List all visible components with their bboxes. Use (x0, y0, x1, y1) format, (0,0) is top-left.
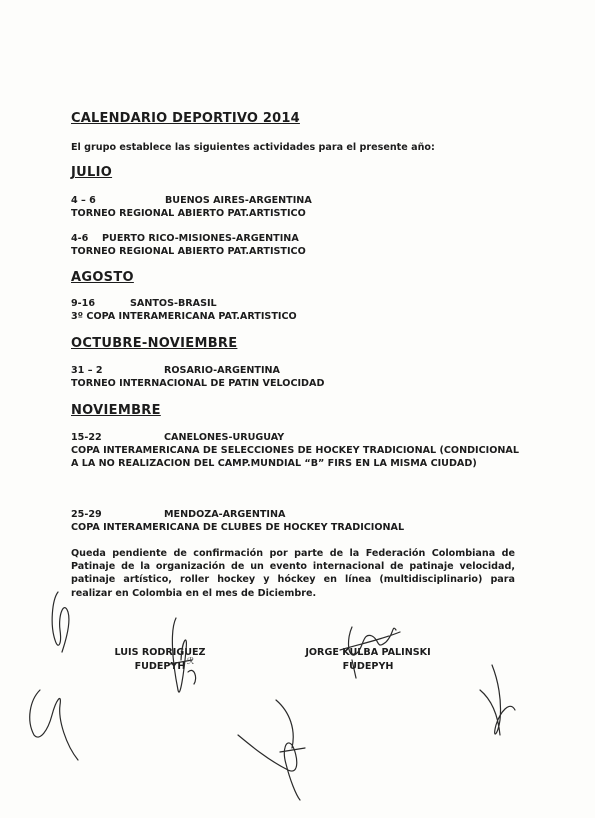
event-item (71, 232, 306, 258)
month-heading-agosto: AGOSTO (71, 270, 134, 285)
month-heading-octubre-noviembre: OCTUBRE-NOVIEMBRE (71, 336, 238, 351)
event-dates: 4-6 (71, 233, 89, 244)
signatory-org: FUDEPYH (342, 661, 394, 672)
event-dates: 15-22 (71, 432, 102, 443)
handwritten-initial: ℛ (187, 657, 195, 667)
signature-stroke-lower-center (238, 700, 305, 800)
event-dates: 25-29 (71, 509, 102, 520)
signature-block-right (293, 646, 443, 674)
event-place: PUERTO RICO-MISIONES-ARGENTINA (102, 233, 299, 244)
event-place: ROSARIO-ARGENTINA (164, 365, 280, 376)
event-item (71, 508, 404, 534)
event-item (71, 364, 324, 390)
event-description: TORNEO REGIONAL ABIERTO PAT.ARTISTICO (71, 208, 306, 220)
signature-stroke-left-margin (52, 592, 69, 652)
signature-stroke-left-lower (30, 690, 78, 760)
event-dates: 31 – 2 (71, 365, 103, 376)
event-item (71, 194, 312, 220)
signatory-name: LUIS RODRIGUEZ (114, 647, 206, 658)
document-title: CALENDARIO DEPORTIVO 2014 (71, 111, 300, 126)
event-place: MENDOZA-ARGENTINA (164, 509, 286, 520)
event-item (71, 297, 297, 323)
signatory-org: FUDEPYH (134, 661, 186, 672)
event-description: TORNEO REGIONAL ABIERTO PAT.ARTISTICO (71, 246, 306, 258)
month-heading-noviembre: NOVIEMBRE (71, 403, 161, 418)
month-heading-julio: JULIO (71, 165, 113, 180)
signature-stroke-right-margin (480, 665, 515, 735)
event-description: COPA INTERAMERICANA DE SELECCIONES DE HOCKEY TRADICIONAL (CONDICIONAL A LA NO REALIZACION DEL CAMP.MUNDIAL “B” FIRS EN LA MISMA CIUDAD) (71, 445, 519, 470)
signatory-name: JORGE KULBA PALINSKI (305, 647, 431, 658)
event-description: COPA INTERAMERICANA DE CLUBES DE HOCKEY TRADICIONAL (71, 522, 405, 534)
event-dates: 9-16 (71, 298, 96, 309)
signature-block-left (101, 646, 219, 674)
event-item (71, 431, 526, 471)
pending-note: Queda pendiente de confirmación por parte de la Federación Colombiana de Patinaje de la organización de un evento internacional de patinaje velocidad, patinaje artístico, roller hockey y hóckey en línea (multidisciplinario) para realizar en Colombia en el mes de Diciembre. (71, 548, 515, 599)
event-description: TORNEO INTERNACIONAL DE PATIN VELOCIDAD (71, 378, 325, 390)
event-place: SANTOS-BRASIL (130, 298, 217, 309)
event-place: CANELONES-URUGUAY (164, 432, 285, 443)
event-dates: 4 – 6 (71, 195, 96, 206)
event-place: BUENOS AIRES-ARGENTINA (165, 195, 312, 206)
intro-text: El grupo establece las siguientes actividades para el presente año: (71, 142, 435, 153)
event-description: 3º COPA INTERAMERICANA PAT.ARTISTICO (71, 311, 297, 323)
